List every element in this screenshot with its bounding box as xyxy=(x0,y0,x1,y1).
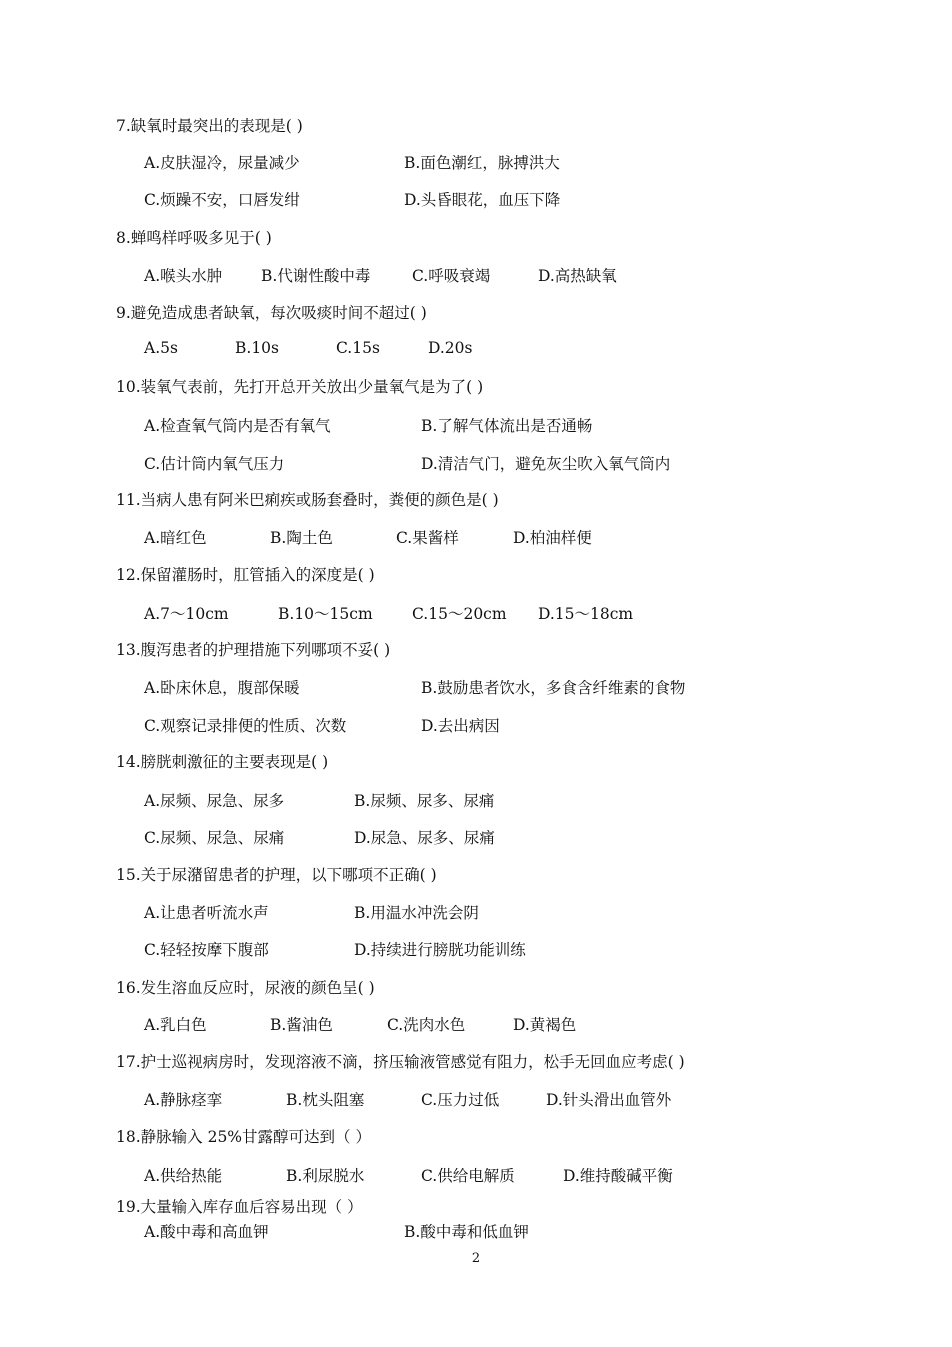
option-7d: D.头昏眼花，血压下降 xyxy=(404,191,561,209)
option-13d: D.去出病因 xyxy=(421,717,500,735)
option-19b: B.酸中毒和低血钾 xyxy=(404,1223,529,1241)
question-7: 7.缺氧时最突出的表现是( ) xyxy=(116,117,303,135)
option-7c: C.烦躁不安，口唇发绀 xyxy=(144,191,300,209)
option-16c: C.洗肉水色 xyxy=(387,1016,466,1034)
question-17: 17.护士巡视病房时，发现溶液不滴，挤压输液管感觉有阻力，松手无回血应考虑( ) xyxy=(116,1053,685,1071)
option-11a: A.暗红色 xyxy=(144,529,207,547)
page-number: 2 xyxy=(471,1251,481,1266)
question-9: 9.避免造成患者缺氧，每次吸痰时间不超过( ) xyxy=(116,304,427,322)
option-19a: A.酸中毒和高血钾 xyxy=(144,1223,269,1241)
question-8: 8.蝉鸣样呼吸多见于( ) xyxy=(116,229,272,247)
option-12a: A.7～10cm xyxy=(144,605,229,623)
option-17b: B.枕头阻塞 xyxy=(286,1091,365,1109)
option-12d: D.15～18cm xyxy=(538,605,634,623)
option-11c: C.果酱样 xyxy=(396,529,459,547)
option-14c: C.尿频、尿急、尿痛 xyxy=(144,829,285,847)
option-10d: D.清洁气门，避免灰尘吹入氧气筒内 xyxy=(421,455,671,473)
option-11d: D.柏油样便 xyxy=(513,529,592,547)
option-18d: D.维持酸碱平衡 xyxy=(563,1167,673,1185)
question-18: 18.静脉输入 25%甘露醇可达到（ ） xyxy=(116,1128,371,1146)
option-14d: D.尿急、尿多、尿痛 xyxy=(354,829,495,847)
option-10a: A.检查氧气筒内是否有氧气 xyxy=(144,417,331,435)
option-18a: A.供给热能 xyxy=(144,1167,223,1185)
option-12c: C.15～20cm xyxy=(412,605,507,623)
option-9a: A.5s xyxy=(144,339,178,357)
option-17c: C.压力过低 xyxy=(421,1091,500,1109)
question-15: 15.关于尿潴留患者的护理，以下哪项不正确( ) xyxy=(116,866,437,884)
option-16b: B.酱油色 xyxy=(270,1016,333,1034)
option-13b: B.鼓励患者饮水，多食含纤维素的食物 xyxy=(421,679,686,697)
option-17a: A.静脉痉挛 xyxy=(144,1091,223,1109)
question-12: 12.保留灌肠时，肛管插入的深度是( ) xyxy=(116,566,375,584)
option-14b: B.尿频、尿多、尿痛 xyxy=(354,792,495,810)
option-18b: B.利尿脱水 xyxy=(286,1167,365,1185)
option-16d: D.黄褐色 xyxy=(513,1016,577,1034)
option-15c: C.轻轻按摩下腹部 xyxy=(144,941,269,959)
option-8a: A.喉头水肿 xyxy=(144,267,223,285)
option-15a: A.让患者听流水声 xyxy=(144,904,269,922)
option-18c: C.供给电解质 xyxy=(421,1167,515,1185)
option-8d: D.高热缺氧 xyxy=(538,267,617,285)
option-17d: D.针头滑出血管外 xyxy=(546,1091,672,1109)
option-7b: B.面色潮红，脉搏洪大 xyxy=(404,154,560,172)
option-10b: B.了解气体流出是否通畅 xyxy=(421,417,593,435)
option-14a: A.尿频、尿急、尿多 xyxy=(144,792,285,810)
option-9c: C.15s xyxy=(336,339,380,357)
option-12b: B.10～15cm xyxy=(278,605,373,623)
question-11: 11.当病人患有阿米巴痢疾或肠套叠时，粪便的颜色是( ) xyxy=(116,491,499,509)
question-10: 10.装氧气表前，先打开总开关放出少量氧气是为了( ) xyxy=(116,378,484,396)
question-19: 19.大量输入库存血后容易出现（ ） xyxy=(116,1198,363,1216)
question-13: 13.腹泻患者的护理措施下列哪项不妥( ) xyxy=(116,641,391,659)
option-10c: C.估计筒内氧气压力 xyxy=(144,455,285,473)
option-13c: C.观察记录排便的性质、次数 xyxy=(144,717,347,735)
option-8b: B.代谢性酸中毒 xyxy=(261,267,371,285)
option-9d: D.20s xyxy=(428,339,473,357)
option-9b: B.10s xyxy=(235,339,279,357)
question-14: 14.膀胱刺激征的主要表现是( ) xyxy=(116,753,329,771)
option-7a: A.皮肤湿冷，尿量减少 xyxy=(144,154,300,172)
option-8c: C.呼吸衰竭 xyxy=(412,267,491,285)
option-13a: A.卧床休息，腹部保暖 xyxy=(144,679,300,697)
option-15b: B.用温水冲洗会阴 xyxy=(354,904,479,922)
option-11b: B.陶土色 xyxy=(270,529,333,547)
question-16: 16.发生溶血反应时，尿液的颜色呈( ) xyxy=(116,979,375,997)
option-15d: D.持续进行膀胱功能训练 xyxy=(354,941,526,959)
option-16a: A.乳白色 xyxy=(144,1016,207,1034)
